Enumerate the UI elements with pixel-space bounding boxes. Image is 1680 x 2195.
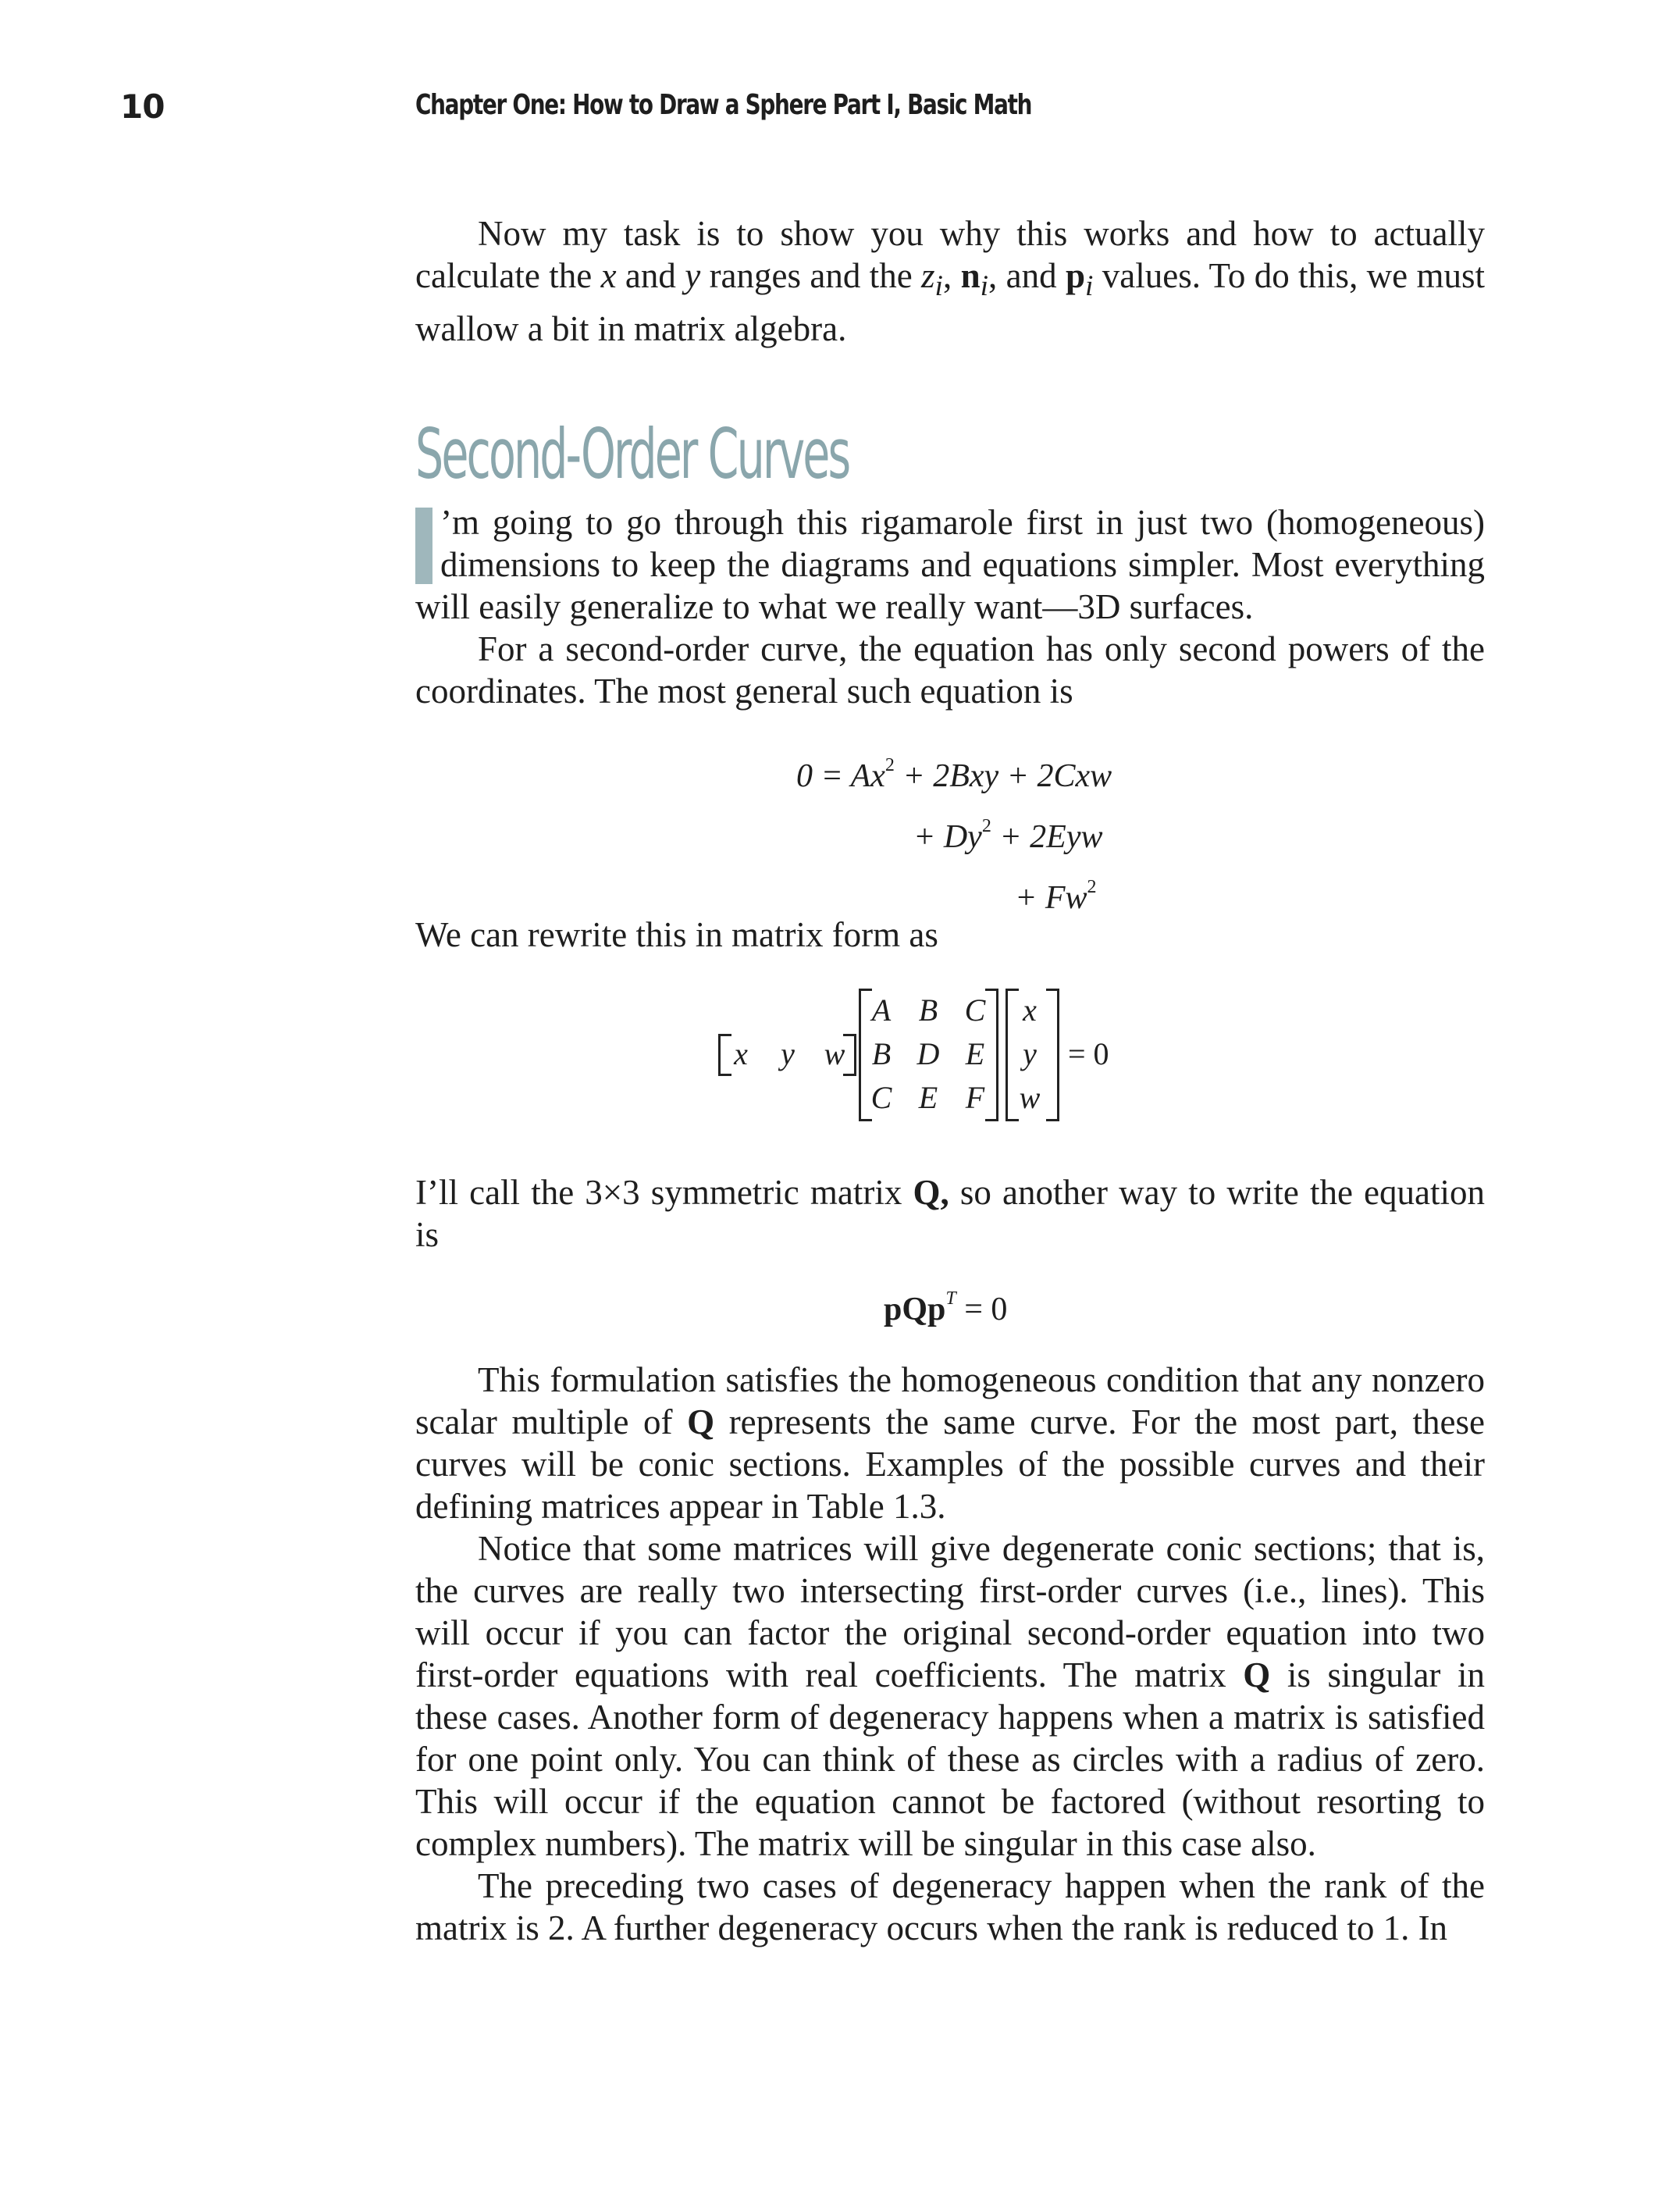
matrix-cell: E: [918, 1080, 938, 1115]
equation-1-line-1: [796, 740, 1112, 801]
var-n: n: [960, 256, 981, 295]
p2-text-b: is singular in these cases. Another form of degeneracy happens when a matrix is satisfied for one point only. You can think of these as circles with a radius of zero. This will occur if the equation cannot be factored (without resorting to complex numbers). The matrix will be singular in this case also.: [415, 1655, 1485, 1863]
section-title: Second-Order Curves: [415, 414, 849, 494]
running-head: Chapter One: How to Draw a Sphere Part I, Basic Math: [415, 89, 1032, 121]
matrix-cell: C: [870, 1080, 892, 1115]
eq1-l1-sup: 2: [884, 755, 895, 775]
rewrite-text: We can rewrite this in matrix form as: [415, 915, 938, 954]
matrix-equation: [718, 989, 1155, 1121]
eq1-l2b: + 2Eyw: [991, 819, 1103, 855]
section-paragraph-2: For a second-order curve, the equation has only second powers of the coordinates. The most general such equation is: [415, 629, 1485, 711]
equation-1-line-2: [913, 801, 1229, 862]
paragraph-homogeneous: [415, 1359, 1485, 1527]
var-y: y: [685, 256, 701, 295]
eq1-l1a: 0 = Ax: [796, 758, 885, 794]
row-vector-y: y: [781, 1036, 795, 1071]
p1-text-b: represents the same curve. For the most part, these curves will be conic sections. Examples of the possible curves and their defining matrices appear in Table 1.3.: [415, 1402, 1485, 1526]
call-text: [415, 1171, 1485, 1256]
call-text-2: so another way to write the equation is: [415, 1173, 1485, 1254]
call-paragraph: [415, 1171, 1485, 1256]
intro-text: [415, 212, 1485, 350]
p2-text-a: Notice that some matrices will give degenerate conic sections; that is, the curves are really two intersecting first-order curves (i.e., lines). This will occur if you can factor the original second-order equation into two first-order equations with real coefficients. The matrix: [415, 1529, 1485, 1694]
page-header: [0, 87, 1680, 134]
eq1-l2-sup: 2: [981, 816, 991, 836]
paragraph-degenerate: [415, 1527, 1485, 1865]
row-vector-w: w: [824, 1036, 845, 1071]
eq1-l2a: + Dy: [913, 819, 982, 855]
var-p: p: [1065, 256, 1085, 295]
section-text-1: ’m going to go through this rigamarole first in just two (homogeneous) dimensions to keep the diagrams and equations simpler. Most everything will easily generalize to what we really want—3D surfaces.: [415, 503, 1485, 626]
subscript-i: i: [934, 270, 943, 302]
section-body: [415, 501, 1485, 712]
p2-Q: Q: [1243, 1655, 1271, 1694]
eq2-sup: T: [945, 1288, 956, 1309]
p1-text-a: This formulation satisfies the homogeneous condition that any nonzero scalar multiple of: [415, 1360, 1485, 1441]
matrix-equals-zero: = 0: [1068, 1036, 1109, 1071]
subscript-i: i: [980, 270, 989, 302]
row-vector-right-bracket: [843, 1034, 856, 1076]
eq1-l1b: + 2Bxy + 2Cxw: [894, 758, 1112, 794]
row-vector-x: x: [734, 1036, 748, 1071]
matrix-cell: D: [917, 1036, 940, 1071]
intro-comma: ,: [942, 256, 961, 295]
equation-2: [884, 1288, 1007, 1328]
rewrite-paragraph: [415, 914, 1485, 956]
intro-and: and: [616, 256, 685, 295]
p1-Q: Q: [687, 1402, 715, 1441]
body-paragraphs: [415, 1359, 1485, 1949]
matrix-Q-label: Q,: [913, 1173, 949, 1212]
matrix-cell: B: [871, 1036, 892, 1071]
matrix-cell: E: [965, 1036, 985, 1071]
equation-1: [796, 740, 1112, 923]
page-number: 10: [120, 87, 165, 126]
paragraph-rank: The preceding two cases of degeneracy happen when the rank of the matrix is 2. A further degeneracy occurs when the rank is reduced to 1. In: [415, 1866, 1485, 1947]
col-vector-x: x: [1023, 992, 1037, 1028]
drop-cap: [415, 508, 432, 584]
intro-text-2: ranges and the: [700, 256, 922, 295]
matrix-cell: A: [871, 992, 892, 1028]
eq2-lhs: pQp: [884, 1292, 946, 1327]
var-z: z: [921, 256, 935, 295]
var-x: x: [600, 256, 617, 295]
col-vector-w: w: [1019, 1080, 1041, 1115]
col-vector-right-bracket: [1046, 989, 1059, 1121]
call-text-1: I’ll call the 3×3 symmetric matrix: [415, 1173, 913, 1212]
intro-paragraph: [415, 212, 1485, 350]
section-paragraph-1: [415, 501, 1485, 628]
eq2-rhs: = 0: [956, 1292, 1008, 1327]
matrix-cell: C: [964, 992, 986, 1028]
intro-text-1: Now my task is to show you why this works and how to actually calculate the: [415, 214, 1485, 295]
intro-text-3: values. To do this, we must wallow a bit in matrix algebra.: [415, 256, 1486, 348]
col-vector-y: y: [1023, 1036, 1037, 1071]
subscript-i: i: [1084, 270, 1094, 302]
intro-comma-and: , and: [988, 256, 1066, 295]
eq1-l3-sup: 2: [1087, 877, 1097, 897]
matrix-right-bracket: [985, 989, 998, 1121]
eq1-l3a: + Fw: [1015, 880, 1087, 916]
matrix-cell: F: [965, 1080, 985, 1115]
matrix-cell: B: [918, 992, 938, 1028]
